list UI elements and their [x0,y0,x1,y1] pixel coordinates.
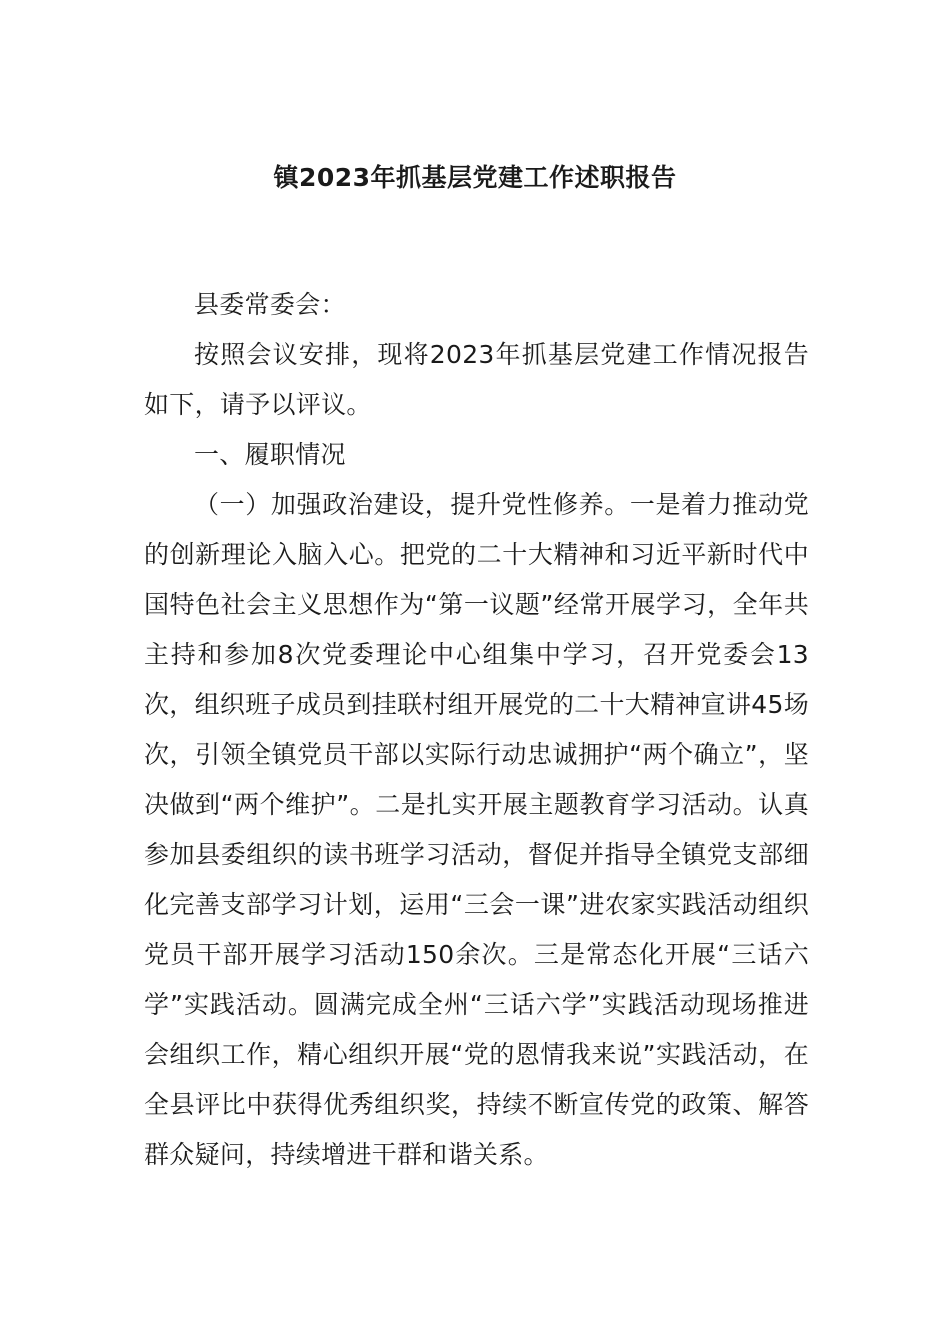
section-heading: 一、履职情况 [194,440,346,469]
document-body [144,280,809,1180]
intro-paragraph: 按照会议安排，现将2023年抓基层党建工作情况报告如下，请予以评议。 [144,340,809,419]
document-title: 镇2023年抓基层党建工作述职报告 [273,163,677,192]
salutation: 县委常委会： [194,290,346,319]
body-paragraph: （一）加强政治建设，提升党性修养。一是着力推动党的创新理论入脑入心。把党的二十大精神和习近平新时代中国特色社会主义思想作为“第一议题”经常开展学习，全年共主持和参加8次党委理论中心组集中学习，召开党委会13次，组织班子成员到挂联村组开展党的二十大精神宣讲45场次，引领全镇党员干部以实际行动忠诚拥护“两个确立”，坚决做到“两个维护”。二是扎实开展主题教育学习活动。认真参加县委组织的读书班学习活动，督促并指导全镇党支部细化完善支部学习计划，运用“三会一课”进农家实践活动组织党员干部开展学习活动150余次。三是常态化开展“三话六学”实践活动。圆满完成全州“三话六学”实践活动现场推进会组织工作，精心组织开展“党的恩情我来说”实践活动，在全县评比中获得优秀组织奖，持续不断宣传党的政策、解答群众疑问，持续增进干群和谐关系。 [144,490,809,1169]
